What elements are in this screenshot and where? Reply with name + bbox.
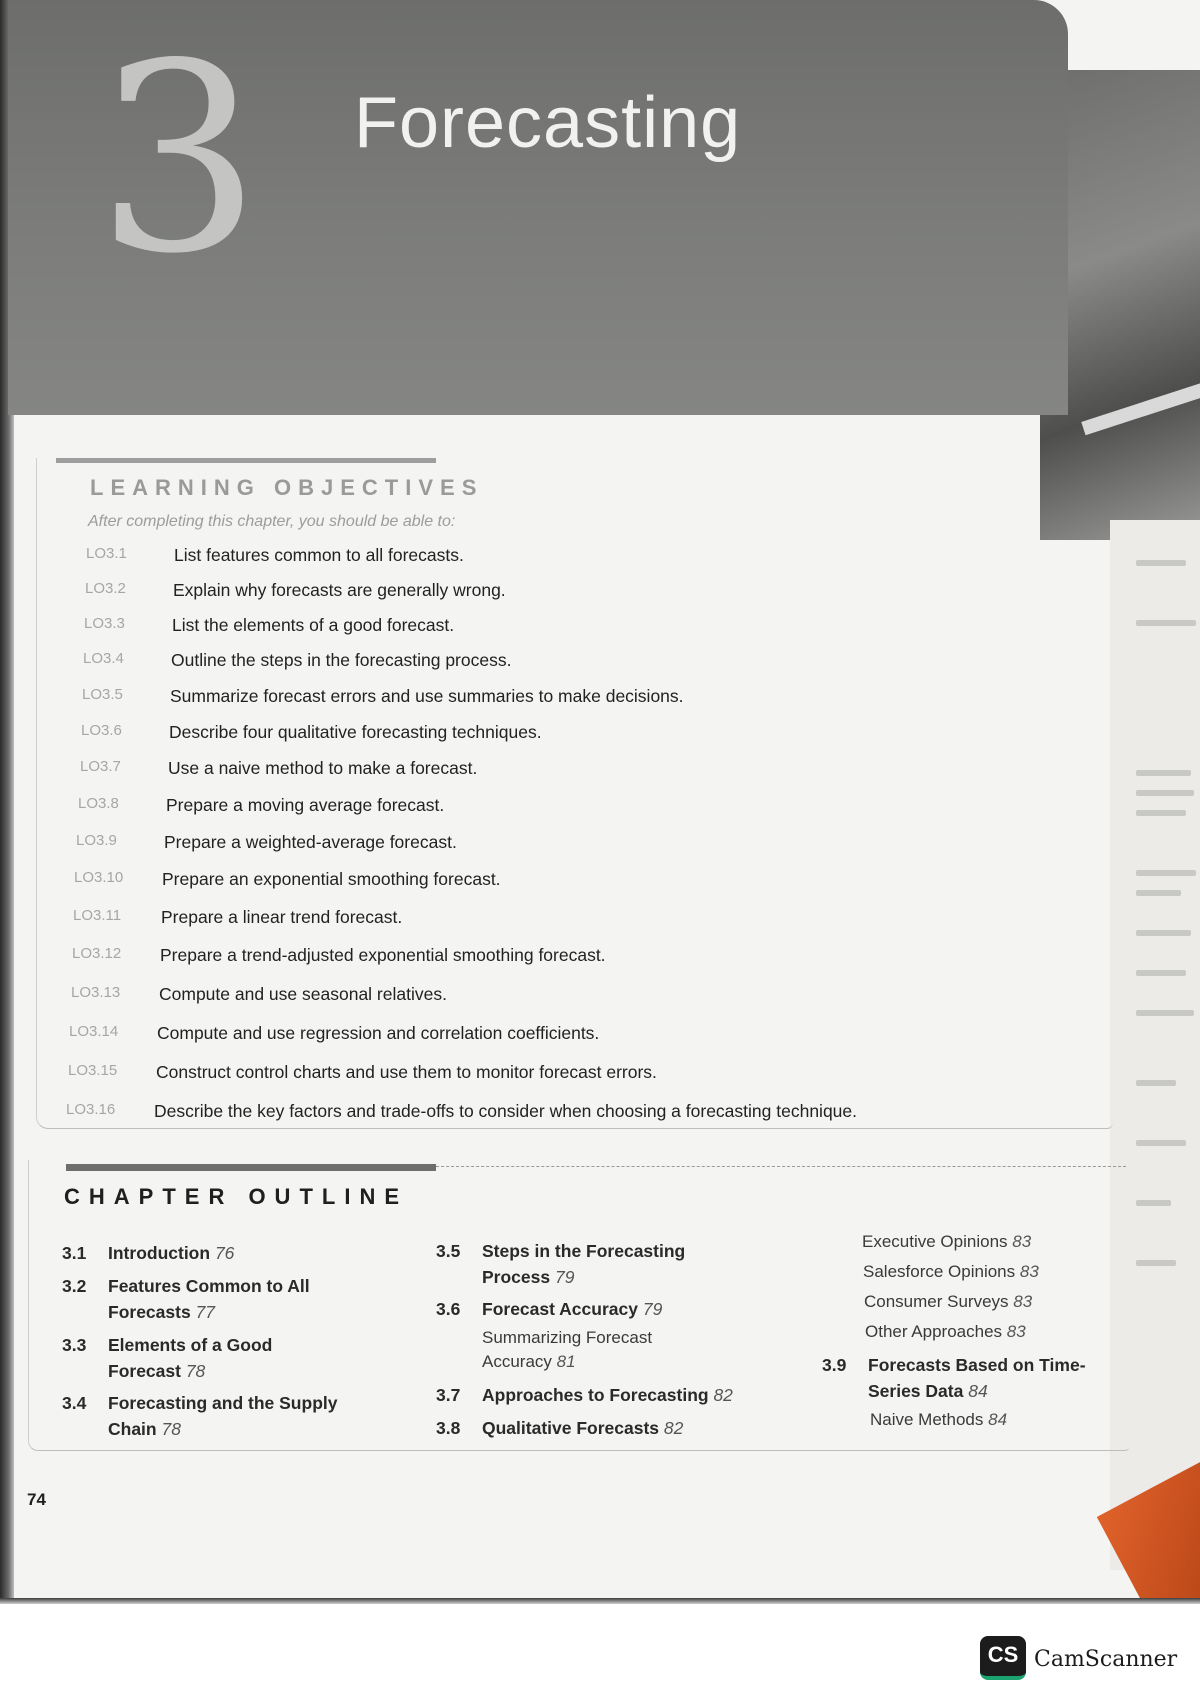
- outline-section: [436, 1296, 766, 1326]
- outline-section-number: 3.6: [436, 1299, 461, 1319]
- outline-page: 83: [1006, 1322, 1026, 1341]
- outline-page: 84: [968, 1381, 988, 1401]
- objective-text: Prepare a weighted-average forecast.: [164, 832, 457, 852]
- learning-objectives-heading: LEARNING OBJECTIVES: [90, 475, 484, 500]
- objective-code: LO3.15: [68, 1062, 118, 1079]
- objective-code: LO3.9: [76, 832, 117, 849]
- outline-section: [822, 1352, 1122, 1408]
- objective-code: LO3.7: [80, 758, 121, 775]
- outline-page: 81: [556, 1352, 576, 1371]
- objective-code: LO3.4: [83, 650, 124, 667]
- objective-code: LO3.3: [84, 615, 125, 632]
- outline-page: 82: [713, 1385, 733, 1405]
- learning-objectives-intro: After completing this chapter, you should be able to:: [88, 513, 456, 530]
- objective-text: Compute and use regression and correlation coefficients.: [157, 1023, 600, 1043]
- outline-page: 77: [195, 1302, 216, 1322]
- chapter-outline-heading: CHAPTER OUTLINE: [64, 1184, 408, 1209]
- outline-subsection-title: Summarizing Forecast Accuracy: [482, 1328, 653, 1371]
- objective-code: LO3.5: [82, 686, 123, 703]
- objective-text: Prepare an exponential smoothing forecast.: [162, 869, 501, 889]
- outline-subsection-title: Consumer Surveys: [864, 1292, 1009, 1311]
- outline-section-title: Qualitative Forecasts: [482, 1418, 660, 1438]
- outline-page: 76: [214, 1243, 235, 1263]
- outline-section-number: 3.3: [62, 1335, 87, 1355]
- outline-subsection-title: Naive Methods: [870, 1410, 984, 1429]
- outline-subsection: [865, 1320, 1026, 1344]
- outline-page: 78: [185, 1361, 206, 1381]
- outline-page: 83: [1012, 1232, 1032, 1251]
- outline-section-number: 3.1: [62, 1243, 87, 1263]
- objective-code: LO3.13: [71, 984, 121, 1001]
- outline-section: [62, 1240, 392, 1270]
- outline-section-number: 3.5: [436, 1241, 461, 1261]
- objective-text: Construct control charts and use them to monitor forecast errors.: [156, 1062, 657, 1082]
- outline-subsection-title: Other Approaches: [865, 1322, 1003, 1341]
- outline-page: 79: [642, 1299, 663, 1319]
- chapter-outline-dashed-rule: [436, 1166, 1126, 1167]
- outline-subsection-title: Salesforce Opinions: [863, 1262, 1016, 1281]
- outline-section-title: Steps in the Forecasting Process: [482, 1241, 686, 1287]
- outline-section: [436, 1238, 766, 1294]
- outline-page: 83: [1013, 1292, 1033, 1311]
- objective-text: Describe the key factors and trade-offs to consider when choosing a forecasting technique.: [154, 1101, 857, 1121]
- camscanner-logo-icon: CS: [980, 1636, 1026, 1680]
- outline-section-number: 3.2: [62, 1276, 87, 1296]
- objective-code: LO3.14: [69, 1023, 119, 1040]
- objective-code: LO3.16: [66, 1101, 116, 1118]
- outline-section-title: Elements of a Good Forecast: [108, 1335, 273, 1381]
- outline-page: 79: [554, 1267, 575, 1287]
- objective-text: List the elements of a good forecast.: [172, 615, 455, 635]
- objective-code: LO3.1: [86, 545, 127, 562]
- learning-objectives-rule: [56, 458, 436, 463]
- outline-subsection: [482, 1326, 682, 1374]
- outline-section: [62, 1390, 392, 1446]
- objective-text: Outline the steps in the forecasting process.: [171, 650, 512, 670]
- outline-section: [436, 1382, 786, 1412]
- outline-page: 84: [988, 1410, 1008, 1429]
- outline-section: [436, 1415, 786, 1445]
- outline-section-number: 3.4: [62, 1393, 87, 1413]
- outline-section-title: Introduction: [108, 1243, 211, 1263]
- outline-section-number: 3.9: [822, 1355, 847, 1375]
- outline-section-title: Approaches to Forecasting: [482, 1385, 709, 1405]
- outline-section: [62, 1332, 392, 1388]
- objective-text: Prepare a trend-adjusted exponential smoothing forecast.: [160, 945, 606, 965]
- outline-section: [62, 1273, 392, 1329]
- outline-page: 83: [1019, 1262, 1039, 1281]
- outline-page: 78: [161, 1419, 181, 1439]
- objective-text: Explain why forecasts are generally wrong.: [173, 580, 506, 600]
- outline-section-number: 3.7: [436, 1385, 461, 1405]
- outline-subsection: [864, 1290, 1032, 1314]
- page-number: 74: [27, 1490, 46, 1509]
- objective-code: LO3.10: [74, 869, 124, 886]
- objective-text: Prepare a moving average forecast.: [166, 795, 445, 815]
- outline-page: 82: [663, 1418, 684, 1438]
- outline-subsection: [870, 1408, 1007, 1432]
- outline-subsection: [862, 1230, 1031, 1254]
- objective-code: LO3.11: [73, 907, 122, 924]
- objective-code: LO3.2: [85, 580, 126, 597]
- outline-section-title: Forecasting and the Supply Chain: [108, 1393, 338, 1439]
- objective-text: Use a naive method to make a forecast.: [168, 758, 478, 778]
- objective-text: Compute and use seasonal relatives.: [159, 984, 447, 1004]
- objective-code: LO3.8: [78, 795, 119, 812]
- outline-section-title: Features Common to All Forecasts: [108, 1276, 310, 1322]
- objective-code: LO3.12: [72, 945, 122, 962]
- outline-subsection: [863, 1260, 1039, 1284]
- chapter-outline-rule: [66, 1164, 436, 1171]
- chapter-title: Forecasting: [354, 83, 742, 163]
- objective-text: Prepare a linear trend forecast.: [161, 907, 403, 927]
- objective-text: Summarize forecast errors and use summaries to make decisions.: [170, 686, 684, 706]
- objective-text: Describe four qualitative forecasting techniques.: [169, 722, 542, 742]
- outline-section-number: 3.8: [436, 1418, 461, 1438]
- outline-section-title: Forecast Accuracy: [482, 1299, 638, 1319]
- chapter-number: 3: [96, 9, 262, 311]
- camscanner-watermark: CamScanner: [1034, 1647, 1178, 1672]
- outline-subsection-title: Executive Opinions: [862, 1232, 1008, 1251]
- objective-text: List features common to all forecasts.: [174, 545, 464, 565]
- outline-section-title: Forecasts Based on Time-Series Data: [868, 1355, 1086, 1401]
- objective-code: LO3.6: [81, 722, 122, 739]
